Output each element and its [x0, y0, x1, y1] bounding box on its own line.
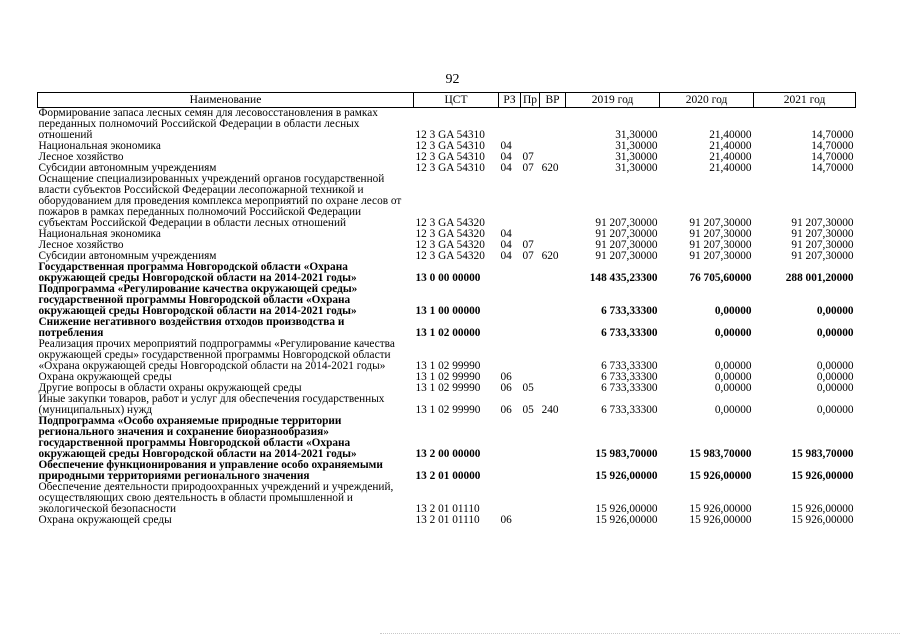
table-row [38, 152, 856, 163]
cell-y2021: 0,00000 [816, 360, 854, 372]
cell-rz: 04 [500, 240, 512, 251]
cell-name: Лесное хозяйство [38, 240, 124, 251]
cell-y2021: 0,00000 [816, 383, 854, 394]
cell-rz: 04 [500, 141, 512, 152]
cell-y2019: 91 207,30000 [595, 251, 658, 262]
cell-name: Лесное хозяйство [38, 152, 124, 163]
cell-y2020: 0,00000 [714, 305, 752, 317]
cell-cst: 13 1 02 99990 [415, 383, 481, 394]
cell-pr [521, 372, 540, 383]
page-number: 92 [445, 72, 460, 87]
cell-pr [521, 262, 540, 284]
cell-cst: 12 3 GA 54320 [415, 251, 485, 262]
cell-y2021: 14,70000 [811, 129, 854, 141]
cell-rz [499, 284, 521, 317]
cell-rz: 04 [500, 152, 512, 163]
cell-y2021: 15 983,70000 [791, 448, 854, 460]
cell-pr [521, 515, 540, 526]
cell-y2020: 76 705,60000 [689, 272, 752, 284]
cell-vr: 620 [541, 251, 559, 262]
cell-y2019: 6 733,33300 [601, 305, 658, 317]
table-row [38, 372, 856, 383]
table-row [38, 284, 856, 317]
cell-y2021: 15 926,00000 [791, 470, 854, 482]
cell-rz [499, 482, 521, 515]
cell-vr [540, 152, 566, 163]
cell-cst: 13 1 00 00000 [415, 305, 481, 317]
cell-vr [540, 515, 566, 526]
cell-y2019: 6 733,33300 [601, 372, 658, 383]
cell-rz: 04 [500, 229, 512, 240]
cell-vr [540, 108, 566, 142]
header-2020: 2020 год [660, 93, 754, 108]
cell-vr [540, 284, 566, 317]
cell-name: Охрана окружающей среды [38, 372, 172, 383]
cell-y2020: 21,40000 [709, 152, 752, 163]
table-row [38, 141, 856, 152]
cell-vr [540, 339, 566, 372]
cell-pr [521, 460, 540, 482]
cell-rz [499, 460, 521, 482]
table-row [38, 383, 856, 394]
cell-y2019: 91 207,30000 [595, 240, 658, 251]
cell-rz: 06 [500, 404, 512, 416]
cell-cst: 12 3 GA 54320 [415, 240, 485, 251]
cell-y2020: 0,00000 [714, 404, 752, 416]
cell-vr [540, 262, 566, 284]
cell-y2019: 91 207,30000 [595, 229, 658, 240]
cell-pr [521, 317, 540, 339]
table-row [38, 163, 856, 174]
table-row [38, 229, 856, 240]
cell-y2021: 14,70000 [811, 152, 854, 163]
cell-y2019: 15 926,00000 [595, 503, 658, 515]
cell-name: Субсидии автономным учреждениям [38, 251, 217, 262]
cell-cst: 12 3 GA 54310 [415, 152, 485, 163]
cell-vr: 240 [541, 404, 559, 416]
cell-name: Оснащение специализированных учреждений органов государственной власти субъектов Российской Федерации лесопожарной техникой и оборудованием для проведения комплекса мероприятий по охране лесов от пожаров в рамках переданных полномочий Российской Федерации субъектам Российской Федерации в области лесных отношений [38, 174, 402, 229]
cell-cst: 12 3 GA 54320 [415, 229, 485, 240]
cell-name: Государственная программа Новгородской области «Охрана окружающей среды Новгородской области на 2014-2021 годы» [38, 262, 357, 284]
cell-pr: 07 [522, 240, 534, 251]
table-row [38, 240, 856, 251]
table-row [38, 317, 856, 339]
table-row [38, 460, 856, 482]
table-row [38, 262, 856, 284]
cell-y2019: 148 435,23300 [589, 272, 658, 284]
cell-y2021: 14,70000 [811, 163, 854, 174]
table-row [38, 394, 856, 416]
scan-artifact-line [380, 633, 900, 635]
cell-pr: 07 [522, 251, 534, 262]
table-body [38, 108, 856, 527]
cell-pr [521, 482, 540, 515]
cell-name: Национальная экономика [38, 229, 161, 240]
cell-name: Субсидии автономным учреждениям [38, 163, 217, 174]
cell-vr [540, 383, 566, 394]
cell-name: Формирование запаса лесных семян для лесовосстановления в рамках переданных полномочий Российской Федерации в области лесных отношений [38, 107, 378, 141]
table-row [38, 482, 856, 515]
cell-y2021: 15 926,00000 [791, 515, 854, 526]
cell-y2020: 91 207,30000 [689, 229, 752, 240]
cell-name: Иные закупки товаров, работ и услуг для обеспечения государственных (муниципальных) нужд [38, 394, 385, 416]
cell-y2019: 6 733,33300 [601, 327, 658, 339]
cell-cst: 13 2 01 00000 [415, 470, 481, 482]
cell-y2021: 0,00000 [816, 305, 854, 317]
cell-y2020: 0,00000 [714, 372, 752, 383]
cell-y2019: 6 733,33300 [601, 383, 658, 394]
cell-cst: 13 2 01 01110 [415, 503, 480, 515]
cell-cst: 12 3 GA 54320 [415, 217, 485, 229]
cell-name: Снижение негативного воздействия отходов производства и потребления [38, 317, 345, 339]
cell-pr: 07 [522, 152, 534, 163]
cell-pr [521, 141, 540, 152]
cell-pr [521, 229, 540, 240]
cell-name: Обеспечение деятельности природоохранных учреждений и учреждений, осуществляющих свою деятельность в области промышленной и экологической безопасности [38, 482, 394, 515]
cell-rz [499, 339, 521, 372]
cell-vr [540, 460, 566, 482]
budget-table [37, 92, 856, 526]
cell-y2021: 0,00000 [816, 372, 854, 383]
cell-vr [540, 317, 566, 339]
cell-cst: 13 1 02 99990 [415, 372, 481, 383]
cell-cst: 13 0 00 00000 [415, 272, 481, 284]
cell-pr: 07 [522, 163, 534, 174]
header-vr: ВР [540, 93, 566, 108]
header-cst: ЦСТ [414, 93, 499, 108]
cell-y2021: 15 926,00000 [791, 503, 854, 515]
cell-pr [521, 284, 540, 317]
cell-y2021: 0,00000 [816, 404, 854, 416]
cell-vr [540, 372, 566, 383]
header-2019: 2019 год [566, 93, 660, 108]
cell-y2019: 31,30000 [615, 152, 658, 163]
table-row [38, 515, 856, 526]
cell-pr: 05 [522, 404, 534, 416]
cell-cst: 13 2 00 00000 [415, 448, 481, 460]
cell-rz [499, 262, 521, 284]
cell-y2021: 0,00000 [816, 327, 854, 339]
cell-cst: 12 3 GA 54310 [415, 141, 485, 152]
cell-cst: 13 1 02 99990 [415, 360, 481, 372]
table-row [38, 174, 856, 229]
cell-y2020: 91 207,30000 [689, 251, 752, 262]
cell-name: Охрана окружающей среды [38, 515, 172, 526]
cell-y2021: 91 207,30000 [791, 251, 854, 262]
cell-rz: 06 [500, 372, 512, 383]
cell-rz: 04 [500, 163, 512, 174]
header-2021: 2021 год [754, 93, 856, 108]
cell-vr [540, 229, 566, 240]
cell-y2019: 15 983,70000 [595, 448, 658, 460]
cell-y2020: 0,00000 [714, 327, 752, 339]
cell-name: Обеспечение функционирования и управление особо охраняемыми природными территориями регионального значения [38, 460, 383, 482]
cell-y2019: 6 733,33300 [601, 404, 658, 416]
cell-pr [521, 339, 540, 372]
cell-y2021: 14,70000 [811, 141, 854, 152]
table-header-row [38, 93, 856, 108]
cell-y2019: 91 207,30000 [595, 217, 658, 229]
cell-y2020: 15 983,70000 [689, 448, 752, 460]
table-row [38, 251, 856, 262]
cell-vr [540, 240, 566, 251]
header-pr: Пр [521, 93, 540, 108]
cell-name: Подпрограмма «Особо охраняемые природные территории регионального значения и сохранение биоразнообразия» государственной программы Новгородской области «Охрана окружающей среды Новгородской области на 2014-2021 годы» [38, 416, 357, 460]
cell-y2020: 0,00000 [714, 360, 752, 372]
cell-cst: 13 1 02 99990 [415, 404, 481, 416]
cell-vr [540, 482, 566, 515]
cell-y2020: 21,40000 [709, 141, 752, 152]
cell-cst: 12 3 GA 54310 [415, 129, 485, 141]
cell-y2019: 31,30000 [615, 141, 658, 152]
cell-y2020: 21,40000 [709, 129, 752, 141]
cell-y2021: 91 207,30000 [791, 240, 854, 251]
cell-y2019: 6 733,33300 [601, 360, 658, 372]
cell-pr [521, 416, 540, 460]
cell-cst: 13 2 01 01110 [415, 515, 480, 526]
cell-y2020: 91 207,30000 [689, 240, 752, 251]
cell-y2019: 31,30000 [615, 129, 658, 141]
cell-y2020: 0,00000 [714, 383, 752, 394]
table-row [38, 108, 856, 142]
cell-y2021: 91 207,30000 [791, 229, 854, 240]
cell-y2020: 15 926,00000 [689, 503, 752, 515]
header-name: Наименование [38, 93, 414, 108]
cell-y2021: 288 001,20000 [785, 272, 854, 284]
cell-vr [540, 174, 566, 229]
cell-vr [540, 141, 566, 152]
cell-rz [499, 174, 521, 229]
cell-y2021: 91 207,30000 [791, 217, 854, 229]
cell-y2020: 21,40000 [709, 163, 752, 174]
cell-name: Реализация прочих мероприятий подпрограммы «Регулирование качества окружающей среды» государственной программы Новгородской области «Охрана окружающей среды Новгородской области на 2014-2021 годы» [38, 339, 395, 372]
cell-rz [499, 108, 521, 142]
table-row [38, 339, 856, 372]
cell-name: Подпрограмма «Регулирование качества окружающей среды» государственной программы Новгородской области «Охрана окружающей среды Новгородской области на 2014-2021 годы» [38, 284, 358, 317]
cell-rz [499, 416, 521, 460]
cell-y2020: 91 207,30000 [689, 217, 752, 229]
cell-y2019: 15 926,00000 [595, 470, 658, 482]
cell-y2020: 15 926,00000 [689, 515, 752, 526]
header-rz: РЗ [499, 93, 521, 108]
table-row [38, 416, 856, 460]
cell-pr: 05 [522, 383, 534, 394]
cell-cst: 13 1 02 00000 [415, 327, 481, 339]
cell-pr [521, 108, 540, 142]
cell-rz: 06 [500, 383, 512, 394]
cell-vr [540, 416, 566, 460]
cell-name: Другие вопросы в области охраны окружающей среды [38, 383, 302, 394]
cell-y2019: 15 926,00000 [595, 515, 658, 526]
cell-pr [521, 174, 540, 229]
cell-vr: 620 [541, 163, 559, 174]
cell-y2019: 31,30000 [615, 163, 658, 174]
cell-rz: 06 [500, 515, 512, 526]
cell-rz [499, 317, 521, 339]
cell-y2020: 15 926,00000 [689, 470, 752, 482]
cell-rz: 04 [500, 251, 512, 262]
cell-cst: 12 3 GA 54310 [415, 163, 485, 174]
cell-name: Национальная экономика [38, 141, 161, 152]
